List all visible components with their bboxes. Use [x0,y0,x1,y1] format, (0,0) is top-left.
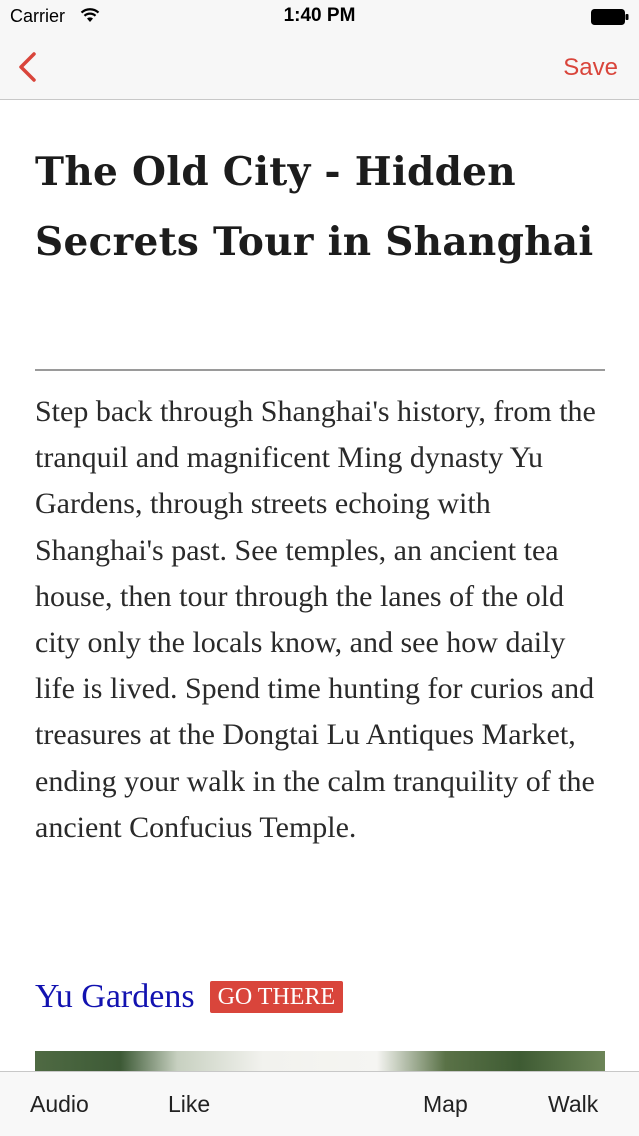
tour-detail-content[interactable] [0,101,639,1071]
tab-like[interactable]: Like [168,1091,211,1117]
go-there-button[interactable]: GO THERE [210,981,344,1013]
carrier-label: Carrier [10,6,66,26]
back-button[interactable] [10,46,50,86]
navigation-bar [0,34,639,100]
save-button[interactable]: Save [563,54,618,81]
title-divider [35,369,605,371]
status-time: 1:40 PM [283,5,356,26]
chevron-left-icon [16,52,40,82]
tab-map[interactable]: Map [423,1091,468,1117]
stop-link-yu-gardens[interactable]: Yu Gardens [35,978,195,1015]
stop-photo [35,1051,605,1071]
status-bar [0,0,639,34]
tour-description: Step back through Shanghai's history, from the tranquil and magnificent Ming dynasty Yu Gardens, through streets echoing with Shanghai's past. See temples, an ancient tea house, then tour through the lanes of the old city only the locals know, and see how daily life is lived. Spend time hunting for curios and treasures at the Dongtai Lu Antiques Market, ending your walk in the calm tranquility of the ancient Confucius Temple. [35,395,596,844]
battery-icon [591,9,629,25]
tab-audio[interactable]: Audio [30,1091,89,1117]
tab-walk[interactable]: Walk [548,1091,599,1117]
bottom-toolbar [0,1071,639,1136]
tour-title: The Old City - Hidden Secrets Tour in Shanghai [35,149,594,265]
stop-row [35,973,343,1021]
